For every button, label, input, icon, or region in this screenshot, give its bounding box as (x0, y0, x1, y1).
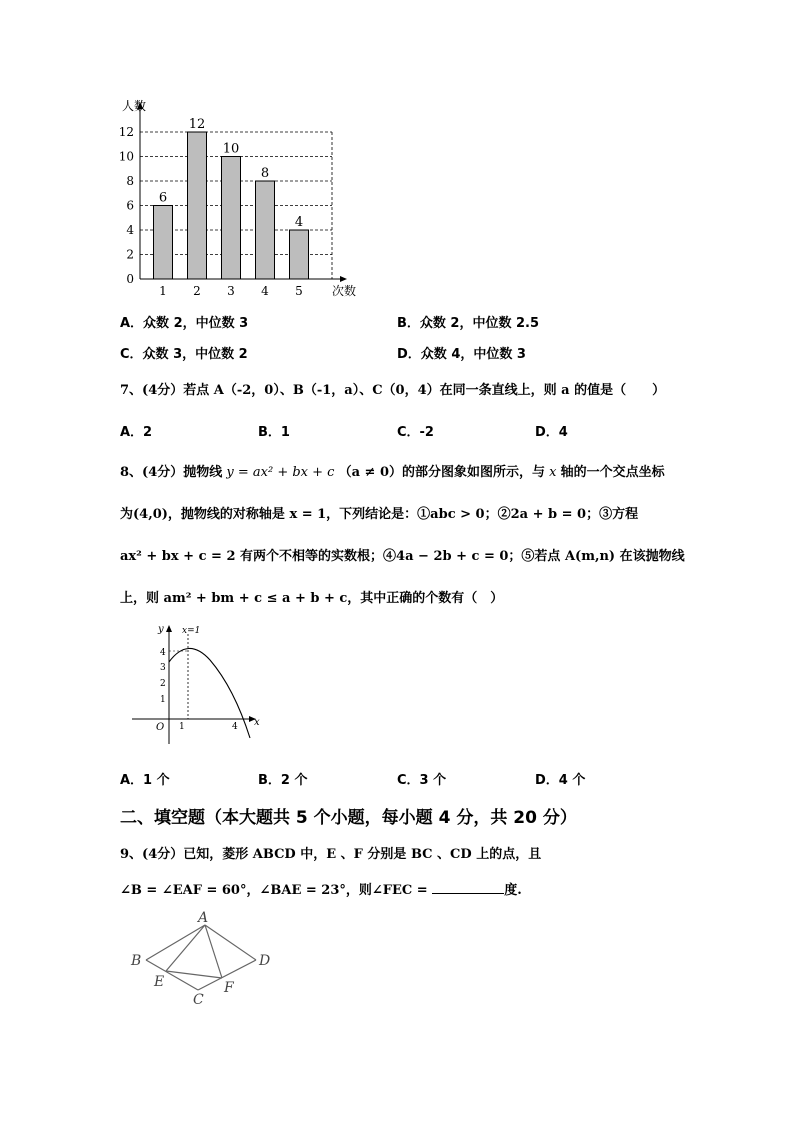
bar-chart-x-ticks (159, 284, 303, 298)
q8-x-symbol: x (549, 465, 557, 480)
x-tick-label: 1 (159, 284, 167, 298)
x-tick-label: 5 (295, 284, 303, 298)
q9-answer-blank[interactable] (432, 881, 504, 894)
q7-option-a[interactable]: A．2 (120, 425, 153, 440)
bar-chart-y-ticks (119, 125, 135, 286)
edge-ad (205, 925, 256, 960)
x-tick-label: 2 (193, 284, 201, 298)
q8-line-1-suffix: 轴的一个交点坐标 (560, 465, 665, 480)
graph-origin-label: O (156, 722, 165, 733)
bar-data-label: 10 (222, 141, 240, 157)
q9-rhombus-figure (128, 908, 278, 1008)
point-e-label: E (154, 974, 165, 990)
graph-y-label: y (158, 624, 164, 635)
q9-line-2-suffix: 度. (504, 883, 522, 898)
graph-x-tick-1: 1 (179, 722, 185, 732)
bar-data-label: 8 (260, 166, 270, 181)
q8-line-1-middle: （a ≠ 0）的部分图象如图所示，与 (338, 465, 545, 480)
q9-line-2 (120, 879, 522, 898)
bar (256, 181, 275, 279)
q8-option-b[interactable]: B．2 个 (258, 773, 308, 788)
vertex-a-label: A (198, 910, 209, 926)
q7-option-d[interactable]: D．4 (535, 425, 568, 440)
q8-option-d[interactable]: D．4 个 (535, 773, 586, 788)
y-tick-label: 0 (126, 272, 134, 286)
bar-data-label: 12 (188, 117, 206, 132)
bar (188, 132, 207, 279)
q8-option-a[interactable]: A．1 个 (120, 773, 170, 788)
bar-data-label: 4 (294, 215, 304, 230)
graph-y-tick-2: 2 (160, 679, 166, 689)
graph-x-tick-4: 4 (232, 722, 238, 732)
q6-option-a[interactable]: A．众数 2，中位数 3 (120, 316, 249, 331)
q8-line-4: 上，则 am² + bm + c ≤ a + b + c，其中正确的个数有（ ） (120, 591, 504, 606)
q8-line-1-prefix: 8、(4分）抛物线 (120, 465, 223, 480)
q8-equation: y = ax² + bx + c (226, 465, 335, 480)
graph-y-axis-arrow (166, 625, 172, 632)
graph-y-tick-4: 4 (160, 648, 166, 658)
symmetry-axis-label: x=1 (182, 626, 201, 636)
bar (154, 206, 173, 280)
bar-chart-x-label: 次数 (332, 284, 357, 298)
q8-parabola-graph (128, 622, 268, 752)
q7-option-b[interactable]: B．1 (258, 425, 290, 440)
section-2-title: 二、填空题（本大题共 5 个小题，每小题 4 分，共 20 分） (120, 808, 577, 828)
x-tick-label: 4 (261, 284, 269, 298)
q8-line-2: 为(4,0)，抛物线的对称轴是 x = 1，下列结论是：①abc > 0；②2a + b = 0；③方程 (120, 507, 639, 522)
x-axis-arrow (340, 276, 347, 282)
bar-chart (110, 96, 370, 306)
q6-option-b[interactable]: B．众数 2，中位数 2.5 (397, 316, 540, 331)
bar (222, 157, 241, 280)
graph-y-tick-1: 1 (160, 695, 166, 705)
q8-line-3: ax² + bx + c = 2 有两个不相等的实数根；④4a − 2b + c = 0；⑤若点 A(m,n) 在该抛物线 (120, 549, 685, 564)
edge-af (205, 925, 222, 978)
bar (290, 230, 309, 279)
y-tick-label: 8 (126, 174, 134, 188)
vertex-c-label: C (193, 992, 204, 1008)
graph-x-label: x (254, 717, 260, 728)
q6-option-d[interactable]: D．众数 4，中位数 3 (397, 347, 526, 362)
q9-line-2-text: ∠B = ∠EAF = 60°，∠BAE = 23°，则∠FEC = (120, 883, 428, 898)
q7-stem: 7、(4分）若点 A（-2，0）、B（-1，a）、C（0，4）在同一条直线上，则 a 的值是（ ） (120, 383, 666, 398)
q8-option-c[interactable]: C．3 个 (397, 773, 447, 788)
y-tick-label: 4 (126, 223, 134, 237)
point-f-label: F (224, 980, 234, 996)
vertex-b-label: B (131, 953, 142, 969)
graph-y-tick-3: 3 (160, 663, 166, 673)
q7-option-c[interactable]: C．-2 (397, 425, 434, 440)
bar-chart-y-label: 人数 (122, 99, 147, 113)
edge-ab (146, 925, 205, 960)
edge-ae (166, 925, 205, 971)
x-tick-label: 3 (227, 284, 235, 298)
bar-data-label: 6 (158, 190, 168, 206)
y-tick-label: 12 (118, 125, 134, 139)
y-tick-label: 2 (126, 247, 134, 262)
q8-line-1 (120, 461, 665, 480)
q9-line-1: 9、(4分）已知，菱形 ABCD 中，E 、F 分别是 BC 、CD 上的点，且 (120, 847, 542, 862)
q6-option-c[interactable]: C．众数 3，中位数 2 (120, 347, 248, 362)
vertex-d-label: D (259, 953, 271, 969)
y-tick-label: 6 (126, 198, 134, 213)
y-tick-label: 10 (118, 149, 134, 164)
